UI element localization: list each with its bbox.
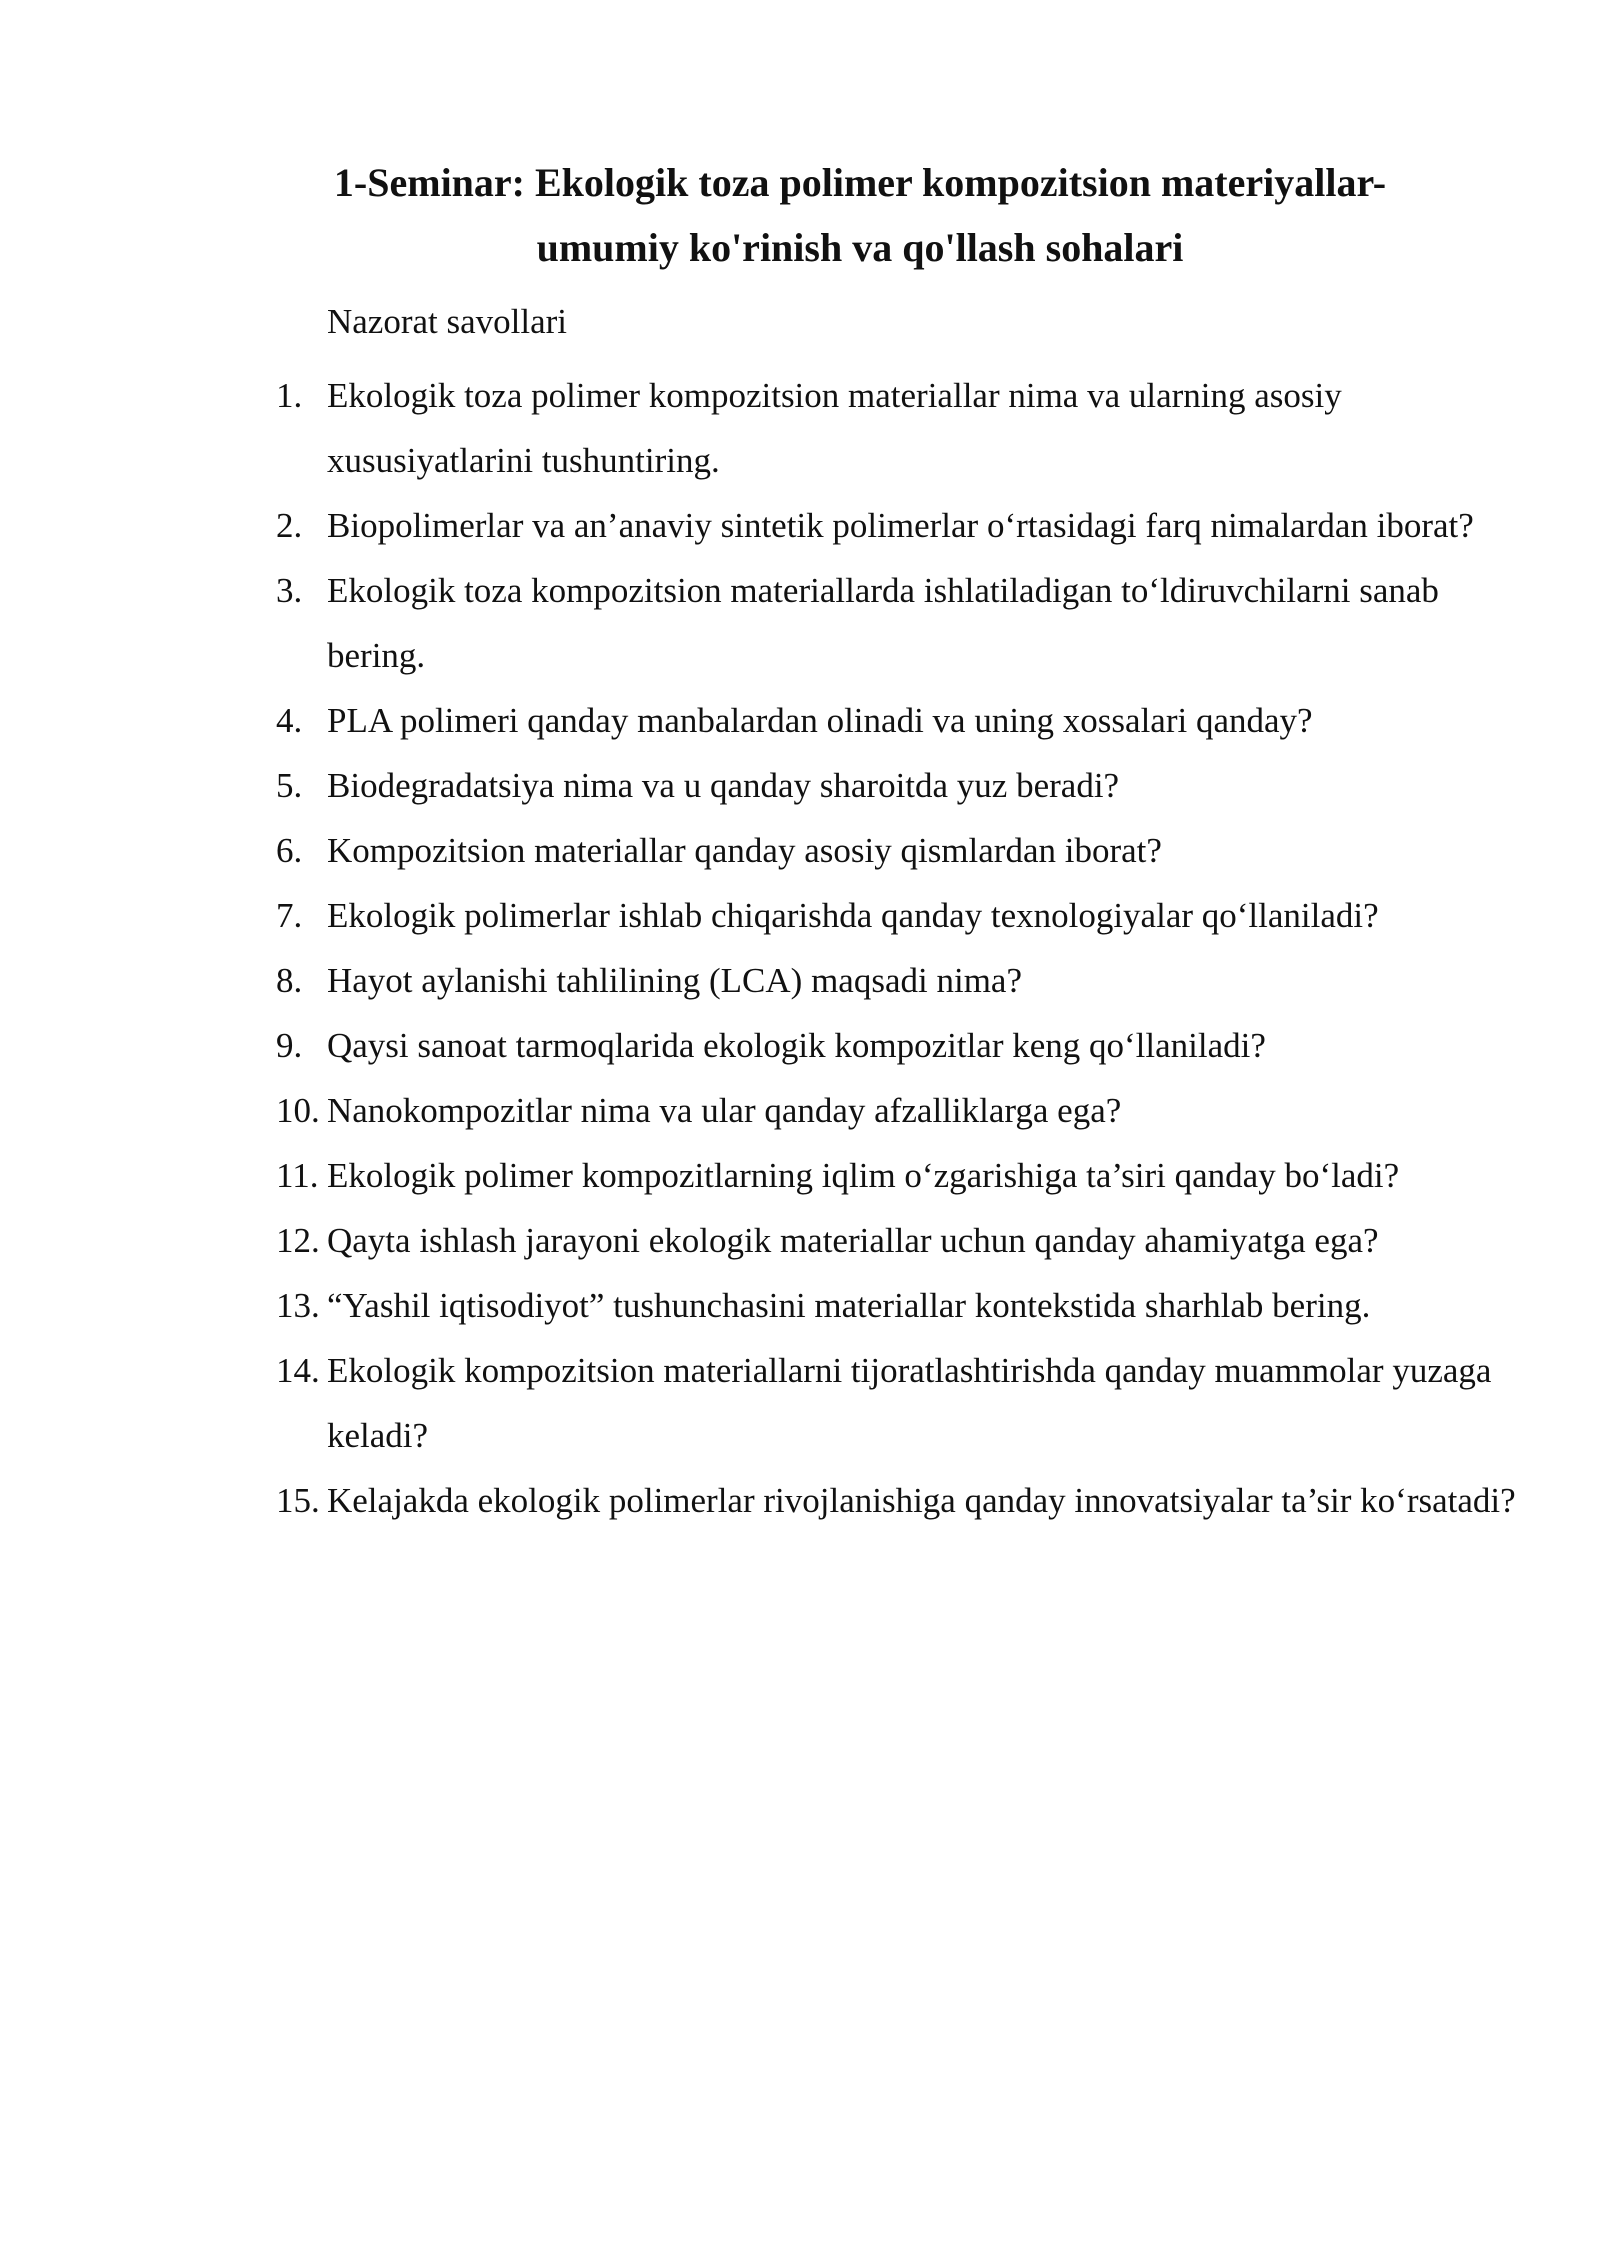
question-number: 14. (276, 1351, 320, 1390)
question-item (276, 1143, 1526, 1208)
question-number: 7. (276, 896, 303, 935)
question-item (276, 753, 1526, 818)
question-text: Qaysi sanoat tarmoqlarida ekologik kompozitlar keng qo‘llaniladi? (327, 1026, 1266, 1065)
question-item (276, 1013, 1526, 1078)
question-number: 1. (276, 376, 303, 415)
question-text: Ekologik toza polimer kompozitsion materiallar nima va ularning asosiy xususiyatlarini tushuntiring. (327, 376, 1342, 480)
question-item (276, 558, 1526, 688)
question-text: Ekologik polimerlar ishlab chiqarishda qanday texnologiyalar qo‘llaniladi? (327, 896, 1379, 935)
question-text: Ekologik kompozitsion materiallarni tijoratlashtirishda qanday muammolar yuzaga keladi? (327, 1351, 1492, 1455)
question-item (276, 1338, 1526, 1468)
question-number: 5. (276, 766, 303, 805)
question-item (276, 1273, 1526, 1338)
question-number: 2. (276, 506, 303, 545)
question-text: Biodegradatsiya nima va u qanday sharoitda yuz beradi? (327, 766, 1120, 805)
question-number: 3. (276, 571, 303, 610)
question-number: 8. (276, 961, 303, 1000)
section-subtitle: Nazorat savollari (327, 302, 568, 341)
question-item (276, 363, 1526, 493)
question-number: 4. (276, 701, 303, 740)
question-text: “Yashil iqtisodiyot” tushunchasini materiallar kontekstida sharhlab bering. (327, 1286, 1371, 1325)
question-item (276, 1468, 1526, 1533)
question-number: 10. (276, 1091, 320, 1130)
question-text: Kelajakda ekologik polimerlar rivojlanishiga qanday innovatsiyalar ta’sir ko‘rsatadi? (327, 1481, 1516, 1520)
question-item (276, 1208, 1526, 1273)
question-item (276, 883, 1526, 948)
question-number: 13. (276, 1286, 320, 1325)
question-number: 15. (276, 1481, 320, 1520)
question-text: Kompozitsion materiallar qanday asosiy qismlardan iborat? (327, 831, 1162, 870)
question-item (276, 948, 1526, 1013)
question-item (276, 1078, 1526, 1143)
document-title (200, 150, 1520, 280)
question-text: Qayta ishlash jarayoni ekologik materiallar uchun qanday ahamiyatga ega? (327, 1221, 1379, 1260)
title-line-1: 1-Seminar: Ekologik toza polimer kompozitsion materiyallar- (333, 160, 1387, 205)
question-text: Biopolimerlar va an’anaviy sintetik polimerlar o‘rtasidagi farq nimalardan iborat? (327, 506, 1474, 545)
question-item (276, 818, 1526, 883)
title-line-2: umumiy ko'rinish va qo'llash sohalari (536, 225, 1184, 270)
question-text: Ekologik polimer kompozitlarning iqlim o‘zgarishiga ta’siri qanday bo‘ladi? (327, 1156, 1400, 1195)
question-item (276, 688, 1526, 753)
question-text: Ekologik toza kompozitsion materiallarda ishlatiladigan to‘ldiruvchilarni sanab bering. (327, 571, 1439, 675)
question-text: Hayot aylanishi tahlilining (LCA) maqsadi nima? (327, 961, 1022, 1000)
question-text: PLA polimeri qanday manbalardan olinadi va uning xossalari qanday? (327, 701, 1313, 740)
question-number: 6. (276, 831, 303, 870)
question-text: Nanokompozitlar nima va ular qanday afzalliklarga ega? (327, 1091, 1122, 1130)
question-item (276, 493, 1526, 558)
question-number: 9. (276, 1026, 303, 1065)
question-number: 12. (276, 1221, 320, 1260)
question-number: 11. (276, 1156, 319, 1195)
questions-list (276, 363, 1526, 1533)
